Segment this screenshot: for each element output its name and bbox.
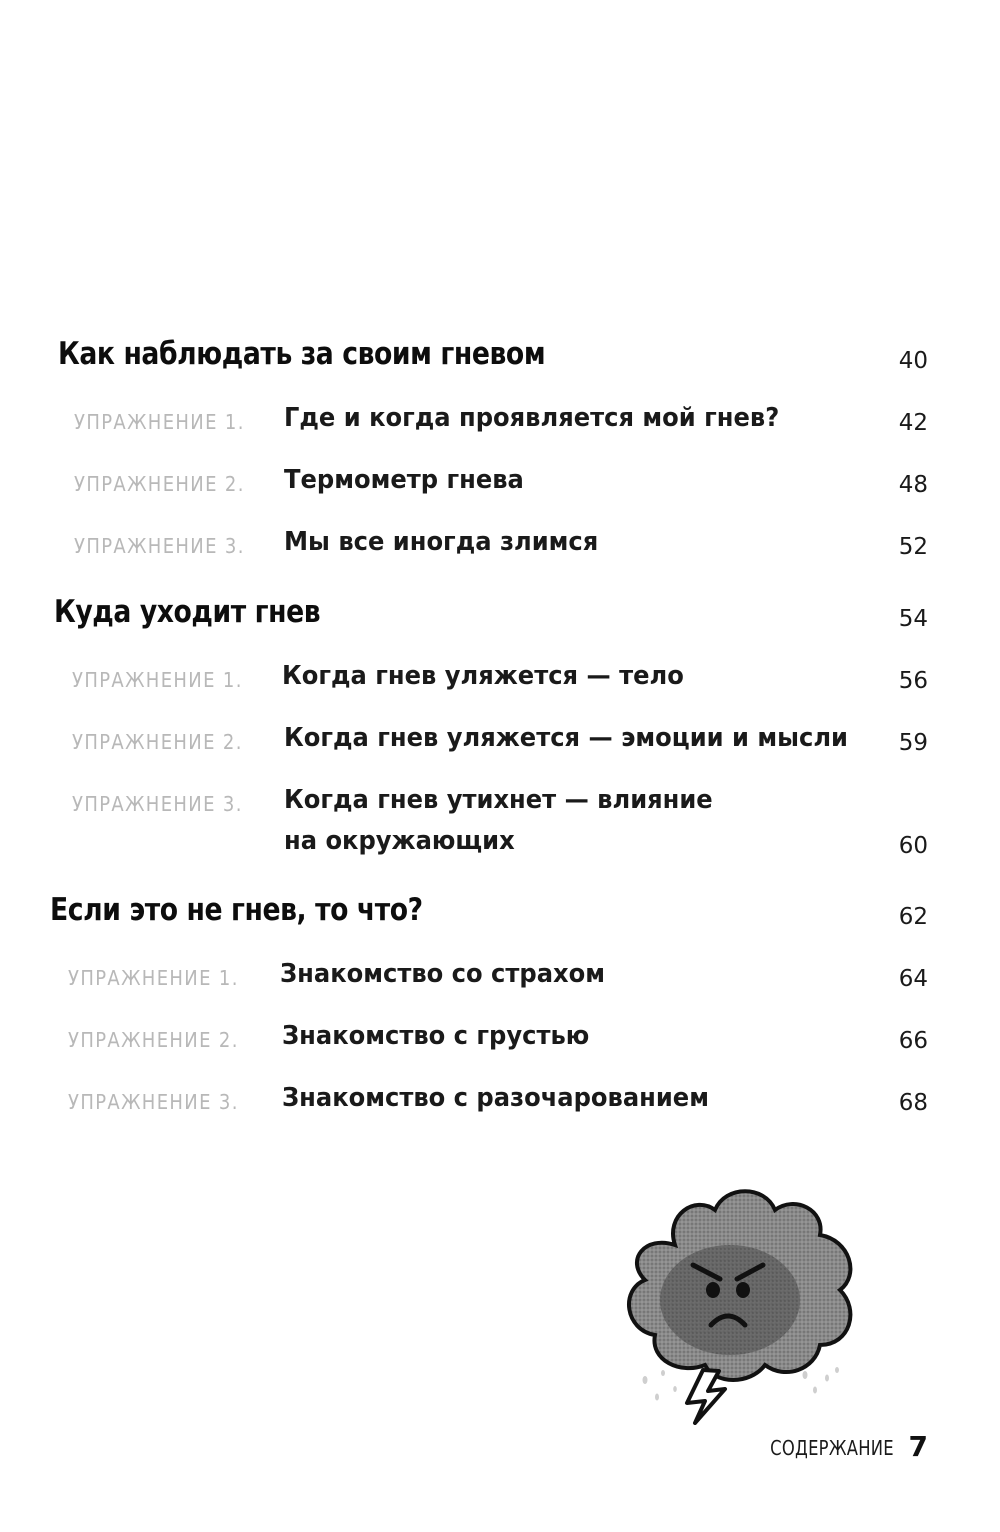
section-page-number: 40 (898, 348, 928, 374)
exercise-label: УПРАЖНЕНИЕ 1. (68, 966, 239, 990)
exercise-label: УПРАЖНЕНИЕ 2. (72, 730, 243, 754)
exercise-label: УПРАЖНЕНИЕ 2. (68, 1028, 239, 1052)
exercise-label: УПРАЖНЕНИЕ 3. (72, 792, 243, 816)
exercise-title: Где и когда проявляется мой гнев? (284, 403, 780, 433)
exercise-page-number: 68 (898, 1090, 928, 1116)
exercise-page-number: 42 (898, 410, 928, 436)
exercise-page-number: 60 (898, 833, 928, 859)
exercise-title: Знакомство со страхом (280, 959, 605, 989)
exercise-label: УПРАЖНЕНИЕ 3. (68, 1090, 239, 1114)
angry-storm-cloud-icon (615, 1175, 865, 1425)
section-title: Как наблюдать за своим гневом (58, 336, 546, 372)
exercise-title: Термометр гнева (284, 465, 524, 495)
exercise-page-number: 64 (898, 966, 928, 992)
section-page-number: 54 (898, 606, 928, 632)
exercise-page-number: 56 (898, 668, 928, 694)
section-title: Куда уходит гнев (54, 594, 321, 630)
exercise-label: УПРАЖНЕНИЕ 1. (74, 410, 245, 434)
exercise-page-number: 66 (898, 1028, 928, 1054)
page-number: 7 (908, 1430, 928, 1463)
exercise-page-number: 59 (898, 730, 928, 756)
exercise-label: УПРАЖНЕНИЕ 3. (74, 534, 245, 558)
section-page-number: 62 (898, 904, 928, 930)
exercise-page-number: 48 (898, 472, 928, 498)
exercise-title: Когда гнев уляжется — тело (282, 661, 684, 691)
exercise-title-line-1: Когда гнев утихнет — влияние (284, 785, 713, 815)
exercise-page-number: 52 (898, 534, 928, 560)
section-title: Если это не гнев, то что? (50, 892, 423, 928)
exercise-title: Знакомство с грустью (282, 1021, 590, 1051)
exercise-label: УПРАЖНЕНИЕ 2. (74, 472, 245, 496)
exercise-title: Знакомство с разочарованием (282, 1083, 709, 1113)
exercise-label: УПРАЖНЕНИЕ 1. (72, 668, 243, 692)
exercise-title: Когда гнев уляжется — эмоции и мысли (284, 723, 849, 753)
exercise-title: Мы все иногда злимся (284, 527, 599, 557)
running-footer-label: СОДЕРЖАНИЕ (770, 1436, 894, 1460)
exercise-title-line-2: на окружающих (284, 826, 515, 856)
